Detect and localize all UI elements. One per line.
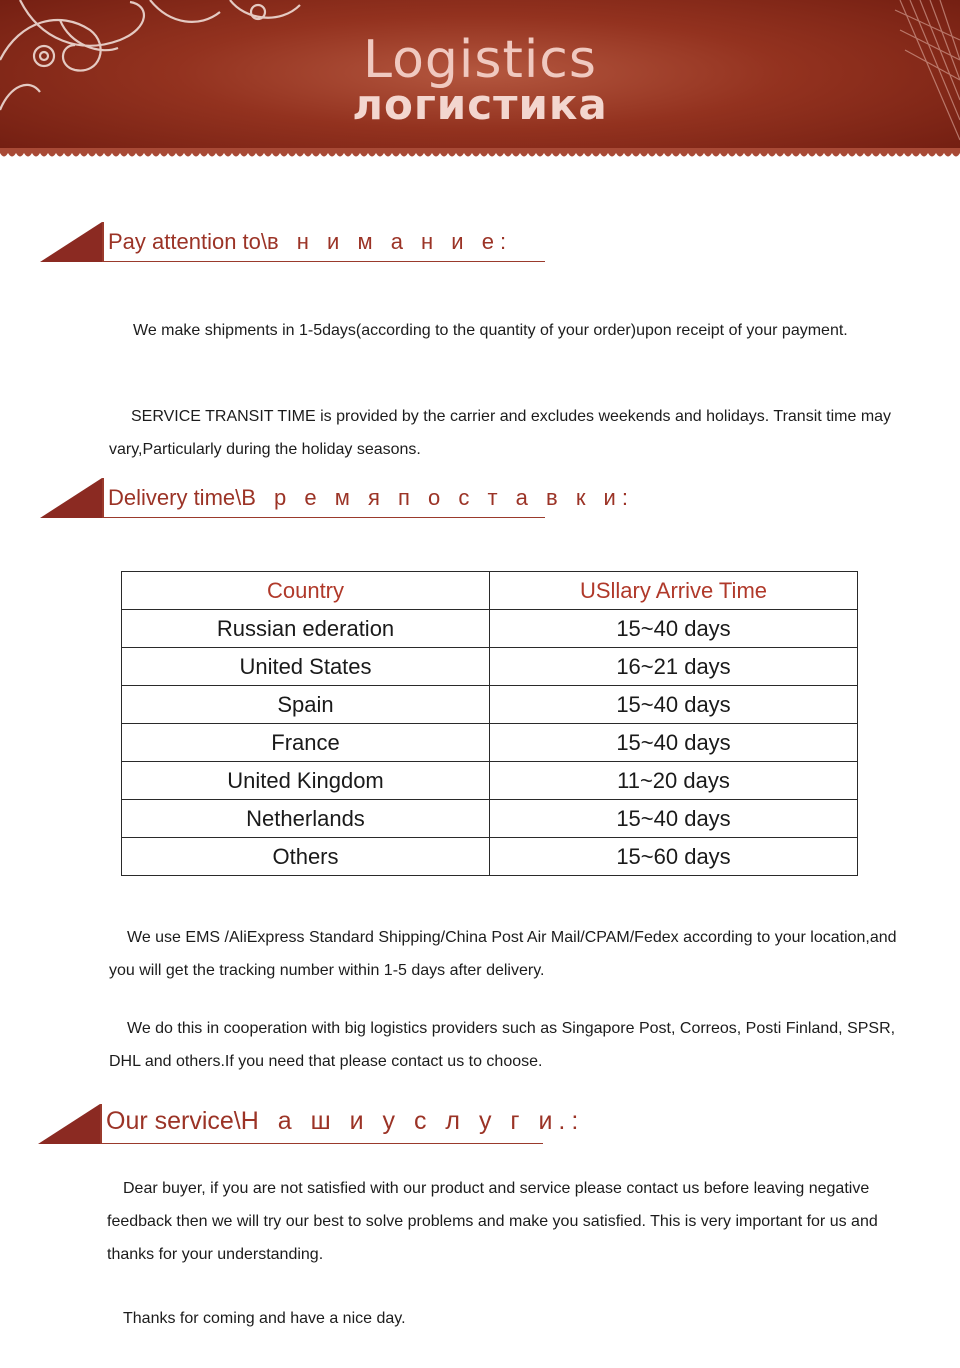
column-header-country: Country — [122, 572, 490, 610]
country-cell: France — [122, 724, 490, 762]
table-row — [122, 762, 858, 800]
table-row — [122, 724, 858, 762]
country-cell: Russian ederation — [122, 610, 490, 648]
table-row — [122, 686, 858, 724]
arrive-time-cell: 15~40 days — [490, 800, 858, 838]
section-title-en: Our service\ — [106, 1107, 241, 1135]
triangle-icon — [40, 478, 104, 518]
divider — [102, 261, 545, 263]
section-header-delivery — [40, 478, 634, 518]
header-banner — [0, 0, 960, 162]
divider — [100, 1143, 543, 1145]
arrive-time-cell: 11~20 days — [490, 762, 858, 800]
paragraph-satisfaction: Dear buyer, if you are not satisfied with our product and service please contact us before leaving negative feedback then we will try our best to solve problems and make you satisfied. This is very important for us and thanks for your understanding. — [107, 1180, 878, 1263]
section-title-ru: Н а ш и у с л у г и.: — [240, 1107, 585, 1135]
country-cell: United Kingdom — [122, 762, 490, 800]
paragraph-transit-time: SERVICE TRANSIT TIME is provided by the carrier and excludes weekends and holidays. Transit time may vary,Particularly during the holiday seasons. — [109, 408, 892, 458]
divider — [102, 222, 104, 262]
arrive-time-cell: 16~21 days — [490, 648, 858, 686]
section-title — [108, 485, 634, 511]
section-header-attention — [40, 222, 545, 262]
section-header-service — [38, 1104, 585, 1144]
country-cell: Netherlands — [122, 800, 490, 838]
section-title-ru: В р е м я п о с т а в к и: — [241, 485, 634, 510]
arrive-time-cell: 15~60 days — [490, 838, 858, 876]
paragraph-carriers: We use EMS /AliExpress Standard Shipping/China Post Air Mail/CPAM/Fedex according to your location,and you will get the tracking number within 1-5 days after delivery. — [109, 929, 897, 979]
table-row — [122, 838, 858, 876]
paragraph-cooperation: We do this in cooperation with big logistics providers such as Singapore Post, Correos, Posti Finland, SPSR, DHL and others.If you need that please contact us to choose. — [109, 1020, 896, 1070]
section-title — [106, 1107, 584, 1136]
divider — [102, 478, 104, 518]
country-cell: Others — [122, 838, 490, 876]
table-header-row — [122, 572, 858, 610]
delivery-time-table — [121, 571, 858, 876]
triangle-icon — [40, 222, 104, 262]
section-title — [108, 229, 512, 255]
column-header-arrive-time: USllary Arrive Time — [490, 572, 858, 610]
country-cell: Spain — [122, 686, 490, 724]
divider — [100, 1104, 102, 1144]
arrive-time-cell: 15~40 days — [490, 724, 858, 762]
section-title-ru: в н и м а н и е: — [267, 229, 513, 254]
country-cell: United States — [122, 648, 490, 686]
table-row — [122, 610, 858, 648]
arrive-time-cell: 15~40 days — [490, 686, 858, 724]
divider — [102, 517, 545, 519]
table-row — [122, 648, 858, 686]
banner-subtitle: логистика — [352, 80, 608, 129]
table-row — [122, 800, 858, 838]
paragraph-shipments: We make shipments in 1-5days(according to the quantity of your order)upon receipt of your payment. — [133, 322, 848, 339]
scalloped-edge — [0, 148, 960, 162]
section-title-en: Pay attention to\ — [108, 229, 267, 254]
banner-title: Logistics — [363, 30, 597, 90]
arrive-time-cell: 15~40 days — [490, 610, 858, 648]
paragraph-thanks: Thanks for coming and have a nice day. — [123, 1310, 406, 1327]
triangle-icon — [38, 1104, 102, 1144]
section-title-en: Delivery time\ — [108, 485, 242, 510]
